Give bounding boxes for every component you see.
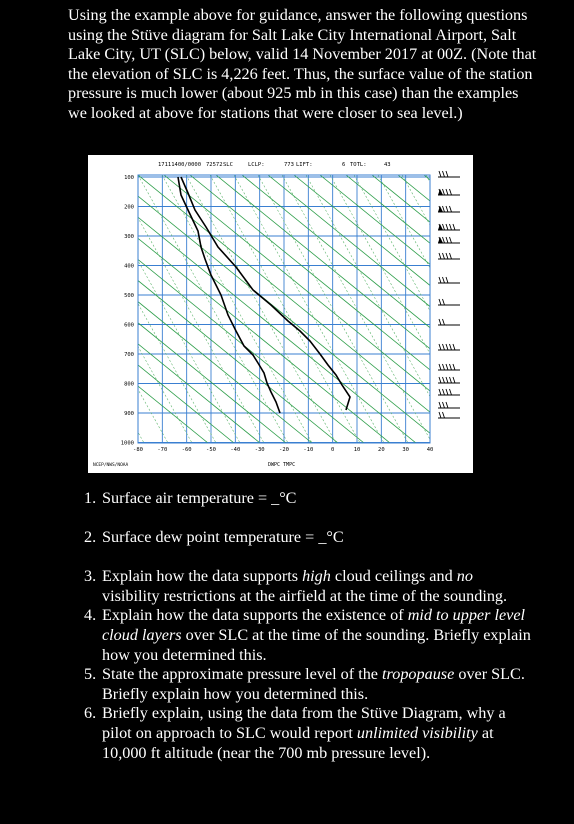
footer-agency: NCEP/NWS/NOAA — [93, 463, 129, 468]
question-emphasis: high — [302, 567, 331, 586]
header-lclp-value: 773 — [284, 162, 294, 168]
pressure-label: 500 — [124, 293, 134, 299]
question-number: 2. — [84, 527, 97, 546]
moist-adiabat-line — [330, 175, 473, 443]
wind-barb — [438, 299, 460, 305]
header-lclp-label: LCLP: — [248, 162, 265, 168]
header-date: 17111400/0000 — [158, 162, 202, 168]
moist-adiabat-line — [90, 175, 240, 443]
header-totl-value: 43 — [384, 162, 391, 168]
moist-adiabat-line — [88, 175, 168, 443]
pressure-label: 600 — [124, 322, 134, 329]
question-number: 4. — [84, 606, 97, 625]
header-station-id: 72572 — [206, 162, 223, 168]
temperature-label: -10 — [303, 447, 314, 453]
question-emphasis: tropopause — [382, 665, 455, 684]
footer-legend: DWPC TMPC — [268, 462, 296, 468]
dry-adiabat-line — [88, 175, 416, 443]
wind-barb — [438, 253, 460, 259]
wind-barb — [438, 402, 460, 408]
pressure-label: 700 — [124, 352, 134, 358]
pressure-label: 1000 — [120, 440, 134, 447]
question-number: 3. — [84, 567, 97, 586]
temperature-label: 10 — [353, 447, 361, 453]
stuve-diagram-svg — [88, 155, 473, 473]
pressure-label: 400 — [124, 263, 134, 270]
moist-adiabat-line — [114, 175, 264, 443]
stuve-diagram — [88, 155, 473, 473]
question-1 — [84, 489, 534, 509]
question-emphasis: unlimited visibility — [356, 723, 478, 742]
moist-adiabat-line — [354, 175, 473, 443]
temperature-label: -80 — [133, 447, 143, 453]
pressure-label: 200 — [124, 204, 134, 211]
question-list — [84, 489, 534, 763]
moist-adiabat-line — [88, 175, 144, 443]
moist-adiabat-line — [426, 175, 473, 443]
temperature-label: -30 — [254, 447, 265, 453]
question-4 — [84, 606, 534, 665]
wind-barb — [438, 224, 460, 230]
pressure-label: 800 — [124, 381, 134, 388]
intro-paragraph: Using the example above for guidance, answer the following questions using the Stüve diagram for Salt Lake City International Airport, Salt Lake City, UT (SLC) below, valid 14 November 2017 at 00Z. (Note that the elevation of SLC is 4,226 feet. Thus, the surface value of the station pressure is much lower (about 925 mb in this case) than the examples we looked at above for stations that were closer to sea level.) — [68, 6, 537, 122]
wind-barb — [438, 319, 460, 325]
wind-barb — [438, 237, 460, 243]
temperature-label: 20 — [378, 447, 385, 453]
dry-adiabat-line — [450, 175, 473, 443]
dry-adiabat-line — [88, 175, 312, 443]
question-text: Explain how the data supports — [102, 567, 303, 586]
question-number: 6. — [84, 704, 97, 723]
temperature-label: -60 — [181, 447, 192, 453]
question-text: Briefly explain, using the data from the Stüve Diagram, why a pilot on approach to SLC would report — [102, 704, 506, 742]
wind-barb — [438, 412, 460, 418]
temperature-label: 30 — [402, 447, 409, 453]
question-text: Surface dew point temperature = _°C — [102, 527, 344, 546]
pressure-label: 300 — [124, 234, 134, 240]
question-text: at 10,000 ft altitude (near the 700 mb pressure level). — [102, 723, 494, 762]
moist-adiabat-line — [186, 175, 336, 443]
moist-adiabat-line — [402, 175, 473, 443]
temperature-label: 0 — [331, 447, 335, 453]
question-text: visibility restrictions at the airfield at the time of the sounding. — [102, 586, 508, 605]
pressure-label: 900 — [124, 411, 134, 417]
header-station: SLC — [223, 162, 233, 168]
temperature-label: -70 — [157, 447, 168, 453]
question-text: over SLC. Briefly explain how you determined this. — [102, 665, 525, 703]
question-text: over SLC at the time of the sounding. Briefly explain how you determined this. — [102, 625, 531, 664]
moist-adiabat-line — [88, 175, 192, 443]
header-lift-label: LIFT: — [296, 162, 313, 168]
temperature-label: 40 — [426, 447, 434, 453]
question-emphasis: no — [456, 567, 473, 586]
question-5 — [84, 665, 534, 704]
temperature-label: -50 — [206, 447, 216, 453]
temperature-label: -20 — [279, 447, 289, 453]
question-2 — [84, 528, 534, 548]
question-emphasis: mid to upper level cloud layers — [102, 606, 526, 644]
temperature-label: -40 — [230, 447, 241, 453]
question-text: Surface air temperature = _°C — [102, 489, 297, 507]
wind-barbs-column — [438, 171, 460, 418]
moist-adiabat-line — [450, 175, 473, 443]
pressure-label: 100 — [124, 175, 134, 181]
wind-barb — [438, 189, 460, 195]
diagram-grid — [88, 175, 473, 443]
moist-adiabat-line — [234, 175, 384, 443]
wind-barb — [438, 389, 460, 395]
dry-adiabat-line — [190, 175, 473, 443]
dry-adiabat-line — [372, 175, 473, 443]
pressure-axis-labels — [121, 175, 134, 447]
temperature-axis-labels — [133, 447, 433, 453]
wind-barb — [438, 344, 460, 350]
dry-adiabat-line — [216, 175, 473, 443]
header-totl-label: TOTL: — [350, 162, 367, 168]
wind-barb — [438, 206, 460, 212]
question-number: 5. — [84, 665, 97, 684]
moist-adiabat-line — [210, 175, 360, 443]
question-text: State the approximate pressure level of the — [102, 665, 383, 684]
question-text: Explain how the data supports the existence of — [102, 606, 408, 625]
dry-adiabat-line — [88, 175, 260, 443]
question-number: 1. — [84, 489, 97, 507]
wind-barb — [438, 277, 460, 283]
dry-adiabat-line — [138, 175, 468, 443]
question-6 — [84, 704, 534, 763]
question-text: cloud ceilings and — [330, 567, 457, 586]
wind-barb — [438, 364, 460, 370]
question-3 — [84, 567, 534, 606]
wind-barb — [438, 377, 460, 383]
wind-barb — [438, 171, 460, 177]
dry-adiabat-line — [268, 175, 473, 443]
header-lift-value: 6 — [342, 162, 346, 168]
moist-adiabat-line — [88, 175, 216, 443]
dry-adiabat-line — [424, 175, 473, 443]
